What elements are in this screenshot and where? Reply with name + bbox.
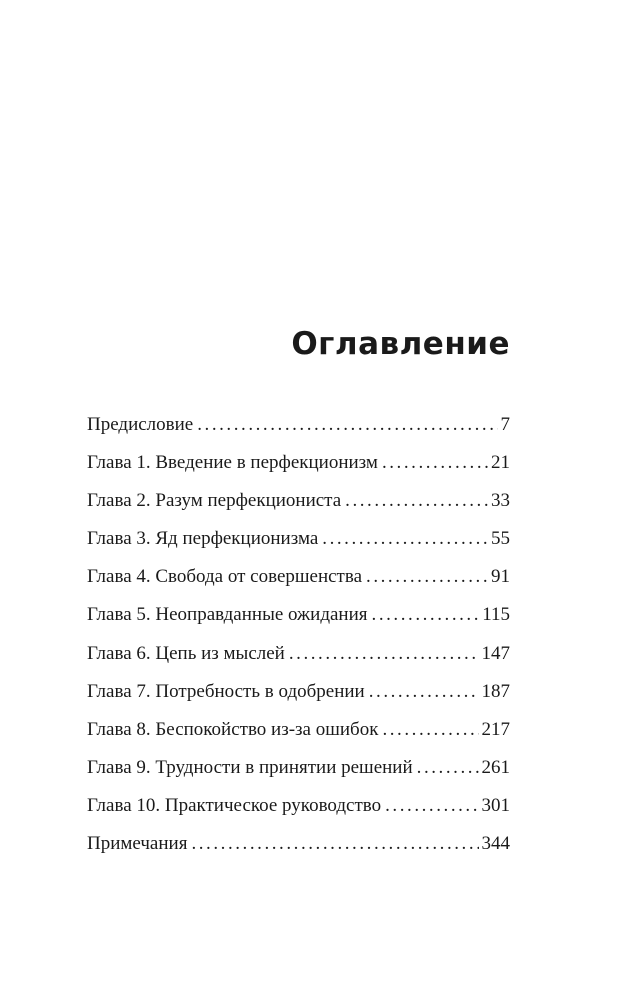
toc-entry-chapter-6 (87, 635, 510, 673)
toc-dot-leader (382, 444, 488, 482)
toc-entry-label: Глава 7. Потребность в одобрении (87, 680, 365, 702)
table-of-contents (87, 406, 510, 863)
toc-entry-label: Глава 2. Разум перфекциониста (87, 490, 342, 512)
toc-entry-label: Примечания (87, 833, 188, 855)
toc-entry-chapter-10 (87, 787, 510, 825)
toc-entry-chapter-1 (87, 444, 510, 482)
toc-entry-page: 55 (491, 528, 510, 550)
toc-dot-leader (369, 673, 479, 711)
toc-entry-page: 147 (481, 642, 510, 664)
toc-dot-leader (385, 787, 478, 825)
toc-entry-label: Предисловие (87, 414, 194, 435)
toc-entry-page: 115 (482, 604, 510, 626)
toc-entry-notes (87, 825, 510, 863)
toc-entry-chapter-7 (87, 673, 510, 711)
toc-entry-page: 91 (491, 566, 510, 588)
toc-dot-leader (322, 520, 488, 558)
toc-entry-page: 217 (481, 718, 510, 740)
toc-entry-chapter-2 (87, 482, 510, 520)
toc-entry-label: Глава 6. Цепь из мыслей (87, 642, 285, 664)
toc-dot-leader (191, 825, 478, 863)
toc-dot-leader (197, 406, 497, 444)
toc-entry-label: Глава 8. Беспокойство из-за ошибок (87, 718, 379, 740)
toc-entry-page: 7 (500, 414, 510, 435)
toc-dot-leader (345, 482, 488, 520)
toc-dot-leader (417, 749, 479, 787)
toc-entry-chapter-4 (87, 558, 510, 596)
toc-entry-chapter-9 (87, 749, 510, 787)
toc-entry-label: Глава 9. Трудности в принятии решений (87, 756, 413, 778)
toc-entry-page: 301 (481, 794, 510, 816)
toc-entry-preface (87, 406, 510, 444)
toc-entry-page: 33 (491, 490, 510, 512)
toc-entry-label: Глава 3. Яд перфекционизма (87, 528, 319, 550)
toc-entry-label: Глава 4. Свобода от совершенства (87, 566, 363, 588)
toc-entry-chapter-8 (87, 711, 510, 749)
toc-dot-leader (289, 635, 479, 673)
toc-entry-label: Глава 1. Введение в перфекционизм (87, 452, 378, 474)
toc-entry-page: 21 (491, 452, 510, 474)
toc-entry-label: Глава 5. Неоправданные ожидания (87, 604, 368, 626)
toc-entry-chapter-3 (87, 520, 510, 558)
toc-entry-page: 261 (481, 756, 510, 778)
page-title: Оглавление (291, 326, 510, 362)
toc-entry-page: 344 (481, 833, 510, 855)
toc-dot-leader (372, 596, 480, 634)
toc-entry-chapter-5 (87, 596, 510, 634)
toc-entry-label: Глава 10. Практическое руководство (87, 794, 382, 816)
toc-dot-leader (382, 711, 478, 749)
toc-dot-leader (366, 558, 488, 596)
toc-entry-page: 187 (481, 680, 510, 702)
